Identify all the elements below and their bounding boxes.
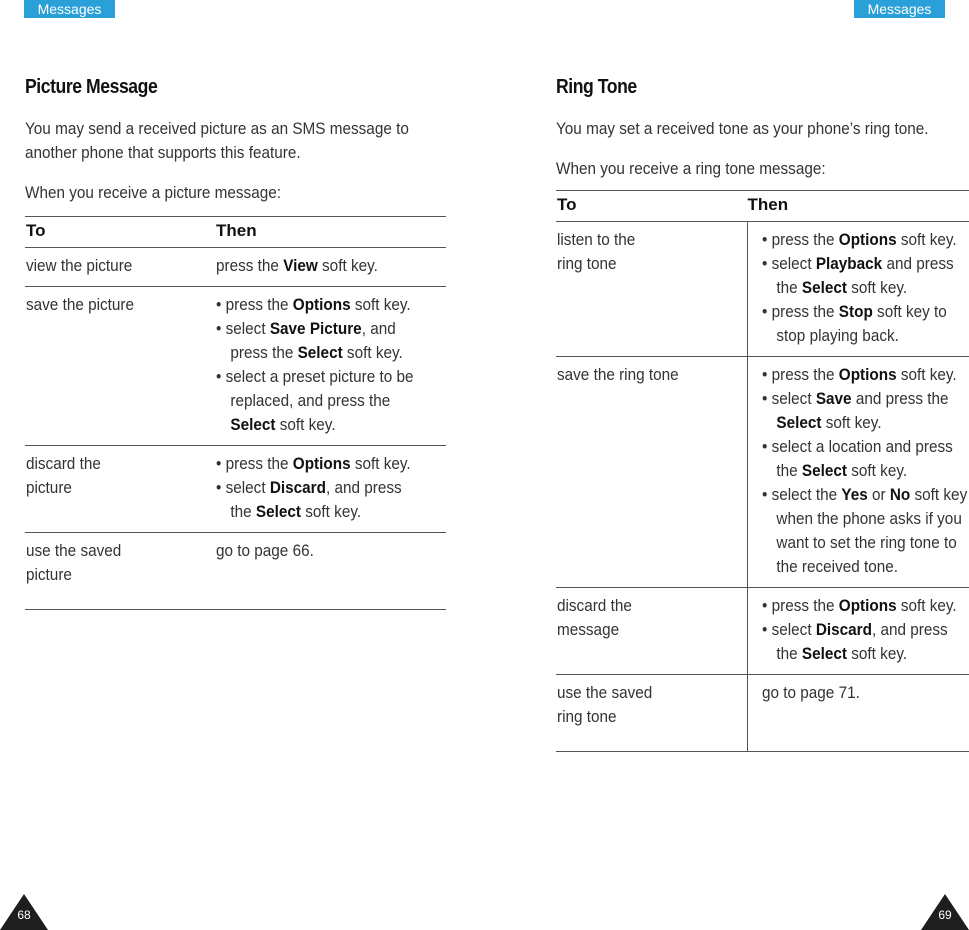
picture-actions-table [25, 216, 446, 610]
row-then: • press the Options soft key. • select Discard, and press the Select soft key. [216, 454, 411, 521]
table-header-row [556, 191, 969, 222]
col-header-then: Then [216, 217, 446, 248]
col-header-to: To [25, 217, 216, 248]
row-then: • press the Options soft key. • select Save and press the Select soft key. • select a location and press the Select soft key. • select the Yes or No soft key when the phone asks if you want to set the ring tone to the received tone. [762, 365, 968, 576]
row-to: use the saved ring tone [557, 683, 653, 726]
intro-paragraph: You may set a received tone as your phone’s ring tone. [556, 119, 929, 138]
table-row [556, 588, 969, 675]
row-to: listen to the ring tone [557, 230, 636, 273]
row-to: view the picture [26, 256, 133, 275]
page-number-badge-right [921, 894, 969, 930]
table-row [25, 287, 446, 446]
row-to: save the ring tone [557, 365, 679, 384]
page-title-ring-tone: Ring Tone [556, 76, 637, 98]
page-title-picture-message: Picture Message [25, 76, 158, 98]
table-row [25, 446, 446, 533]
row-then: go to page 71. [762, 683, 860, 702]
page-number-badge-left [0, 894, 48, 930]
table-row [556, 675, 969, 752]
row-to: save the picture [26, 295, 135, 314]
row-then: • press the Options soft key. • select Playback and press the Select soft key. • press the Stop soft key to stop playing back. [762, 230, 957, 345]
row-to: discard the message [557, 596, 632, 639]
row-to: discard the picture [26, 454, 101, 497]
row-to: use the saved picture [26, 541, 122, 584]
ringtone-actions-table [556, 190, 969, 752]
intro-paragraph-2: When you receive a ring tone message: [556, 159, 826, 178]
row-then: go to page 66. [216, 541, 314, 560]
row-then: • press the Options soft key. • select Save Picture, and press the Select soft key. • select a preset picture to be replaced, and press the Select soft key. [216, 295, 414, 434]
page-number-right: 69 [938, 908, 952, 922]
table-row [556, 222, 969, 357]
col-header-to: To [556, 191, 748, 222]
row-then: • press the Options soft key. • select Discard, and press the Select soft key. [762, 596, 957, 663]
section-tag-right: Messages [854, 0, 945, 18]
col-header-then: Then [748, 191, 969, 222]
table-header-row [25, 217, 446, 248]
row-then: press the View soft key. [216, 256, 378, 275]
section-tag-left: Messages [24, 0, 115, 18]
intro-paragraph-2: When you receive a picture message: [25, 183, 281, 202]
table-row [556, 357, 969, 588]
intro-paragraph: You may send a received picture as an SMS message to another phone that supports this feature. [25, 119, 409, 162]
page-number-left: 68 [17, 908, 31, 922]
table-row [25, 533, 446, 610]
table-row [25, 248, 446, 287]
